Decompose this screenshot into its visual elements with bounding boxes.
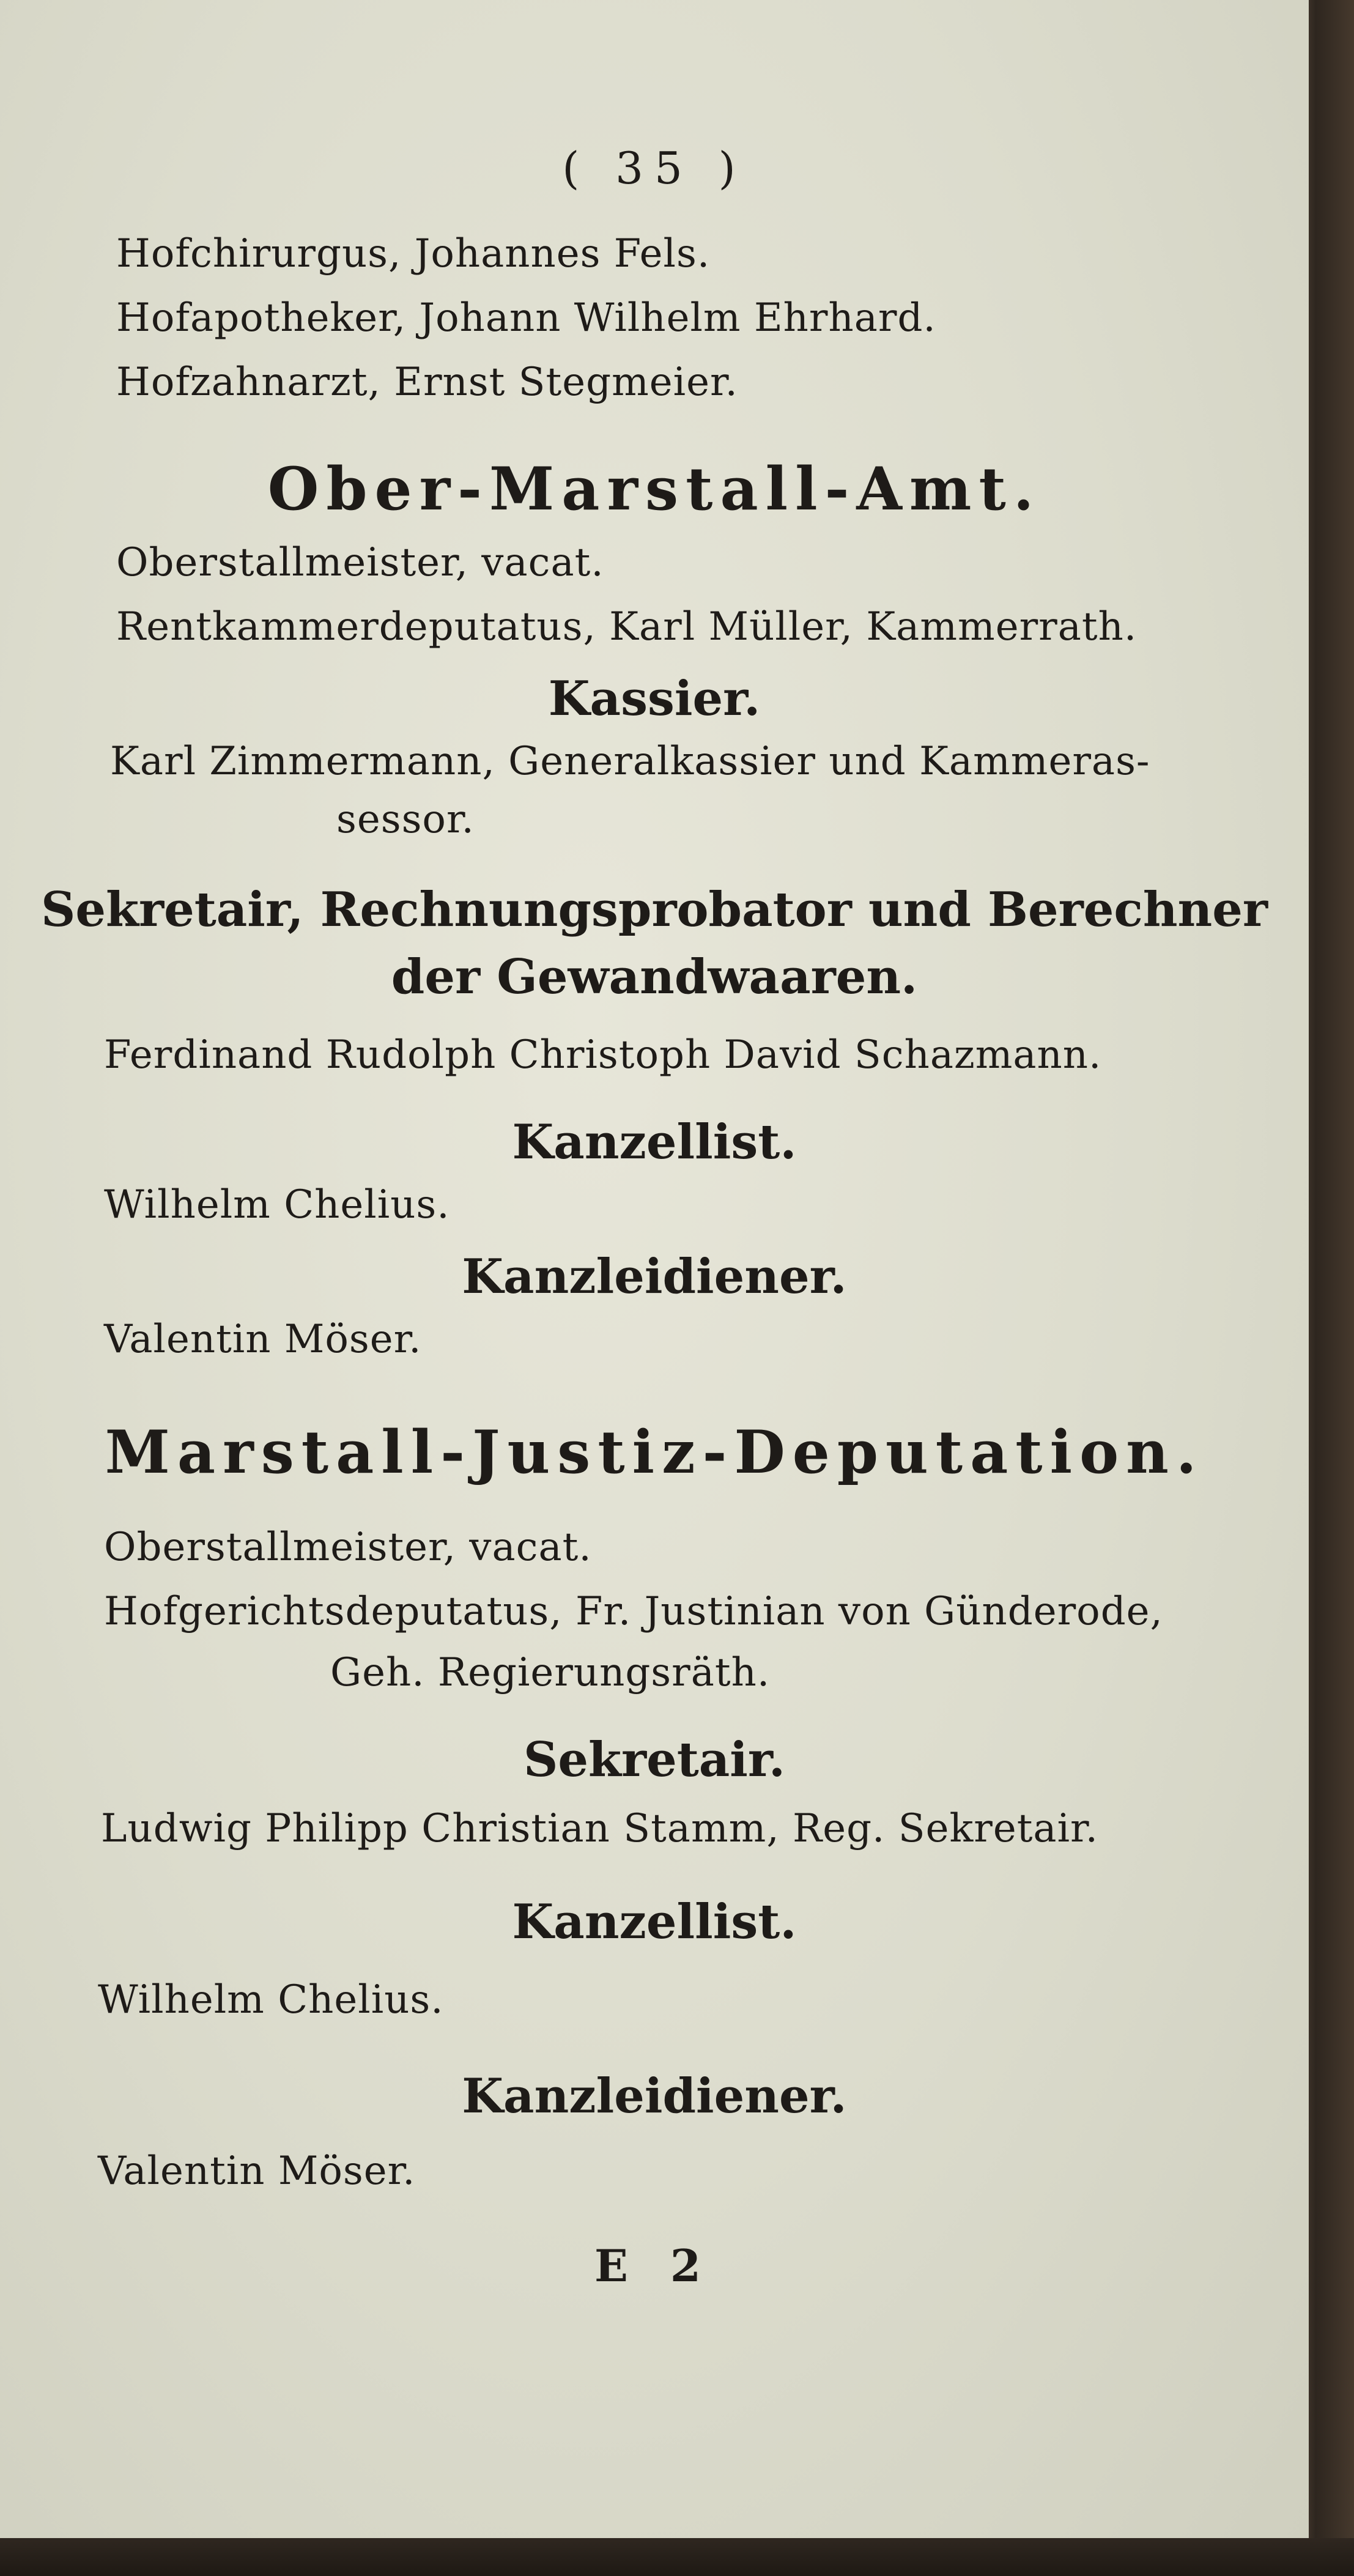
text-line-oberstallmeister: Oberstallmeister, vacat. bbox=[116, 540, 604, 585]
book-bottom-edge bbox=[0, 2538, 1354, 2576]
text-line-oberstallmeister-2: Oberstallmeister, vacat. bbox=[104, 1525, 592, 1570]
subheading-kanzellist-2: Kanzellist. bbox=[512, 1894, 797, 1950]
subheading-sekretair-line1: Sekretair, Rechnungsprobator und Berechner bbox=[41, 882, 1268, 938]
subheading-kanzellist: Kanzellist. bbox=[512, 1114, 797, 1170]
text-line-sekretair-name-2: Ludwig Philipp Christian Stamm, Reg. Sekretair. bbox=[101, 1806, 1098, 1851]
text-line-kassier-name: Karl Zimmermann, Generalkassier und Kammeras- bbox=[110, 739, 1150, 784]
subheading-sekretair-line2: der Gewandwaaren. bbox=[391, 949, 918, 1005]
page-number: ( 35 ) bbox=[562, 142, 747, 194]
section-title-ober-marstall-amt: Ober-Marstall-Amt. bbox=[267, 454, 1041, 524]
text-line-hofapotheker: Hofapotheker, Johann Wilhelm Ehrhard. bbox=[116, 295, 936, 341]
text-line-hofzahnarzt: Hofzahnarzt, Ernst Stegmeier. bbox=[116, 360, 738, 405]
text-line-rentkammerdeputatus: Rentkammerdeputatus, Karl Müller, Kammerrath. bbox=[116, 604, 1138, 650]
text-line-kanzellist-name-2: Wilhelm Chelius. bbox=[98, 1977, 444, 2023]
subheading-kanzleidiener: Kanzleidiener. bbox=[462, 1249, 847, 1305]
section-title-marstall-justiz-deputation: Marstall-Justiz-Deputation. bbox=[105, 1418, 1204, 1487]
text-line-hofgerichtsdeputatus: Hofgerichtsdeputatus, Fr. Justinian von Günderode, bbox=[104, 1589, 1163, 1634]
subheading-kanzleidiener-2: Kanzleidiener. bbox=[462, 2068, 847, 2124]
text-line-kanzellist-name: Wilhelm Chelius. bbox=[104, 1182, 450, 1227]
text-line-kanzleidiener-name-2: Valentin Möser. bbox=[98, 2149, 416, 2194]
subheading-sekretair-2: Sekretair. bbox=[523, 1732, 785, 1788]
signature-mark: E 2 bbox=[594, 2240, 715, 2292]
text-line-sekretair-name: Ferdinand Rudolph Christoph David Schazmann. bbox=[104, 1032, 1102, 1078]
subheading-kassier: Kassier. bbox=[548, 671, 761, 727]
text-line-kanzleidiener-name: Valentin Möser. bbox=[104, 1317, 422, 1362]
text-line-kassier-continued: sessor. bbox=[336, 797, 475, 842]
text-line-hofchirurgus: Hofchirurgus, Johannes Fels. bbox=[116, 231, 711, 276]
text-line-hofgerichtsdeputatus-continued: Geh. Regierungsräth. bbox=[330, 1650, 771, 1695]
